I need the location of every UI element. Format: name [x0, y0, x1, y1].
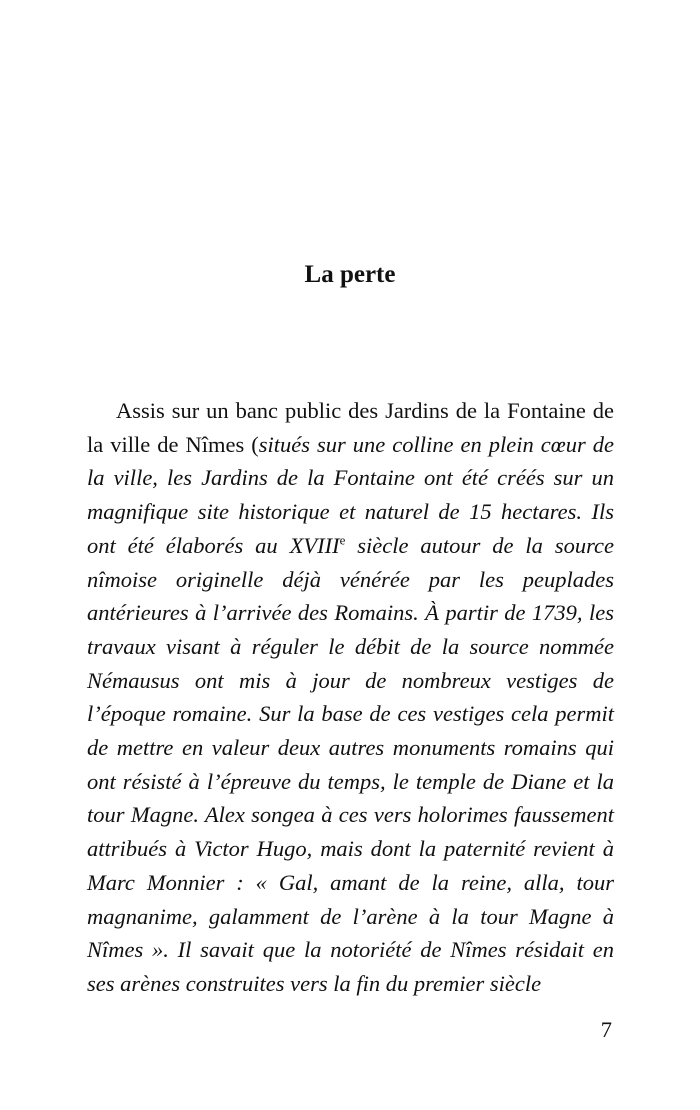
- paragraph-italic-part-b: siècle autour de la source nîmoise originelle déjà vénérée par les peuplades antérieures à l’arrivée des Romains. À partir de 1739, les travaux visant à réguler le débit de la source nommée Némausus ont mis à jour de nombreux vestiges de l’époque romaine. Sur la base de ces vestiges cela permit de mettre en valeur deux autres monuments romains qui ont résisté à l’épreuve du temps, le temple de Diane et la tour Magne. Alex songea à ces vers holorimes faussement attribués à Victor Hugo, mais dont la paternité revient à Marc Monnier : « Gal, amant de la reine, alla, tour magnanime, galamment de l’arène à la tour Magne à Nîmes ». Il savait que la notoriété de Nîmes résidait en ses arènes construites vers la fin du premier siècle: [87, 532, 614, 996]
- paragraph-italic-part-a: situés sur une colline en plein cœur de la ville, les Jardins de la Fontaine ont été créés sur un magnifique site historique et naturel de 15 hectares. Ils ont été élaborés au XVIII: [87, 431, 614, 558]
- page-number: 7: [600, 1017, 612, 1042]
- paragraph-intro: Assis sur un banc public des Jardins de la Fontaine de la ville de Nîmes (: [87, 398, 614, 457]
- body-paragraph: [87, 394, 614, 1001]
- century-superscript: e: [339, 532, 346, 548]
- chapter-title: La perte: [304, 261, 396, 288]
